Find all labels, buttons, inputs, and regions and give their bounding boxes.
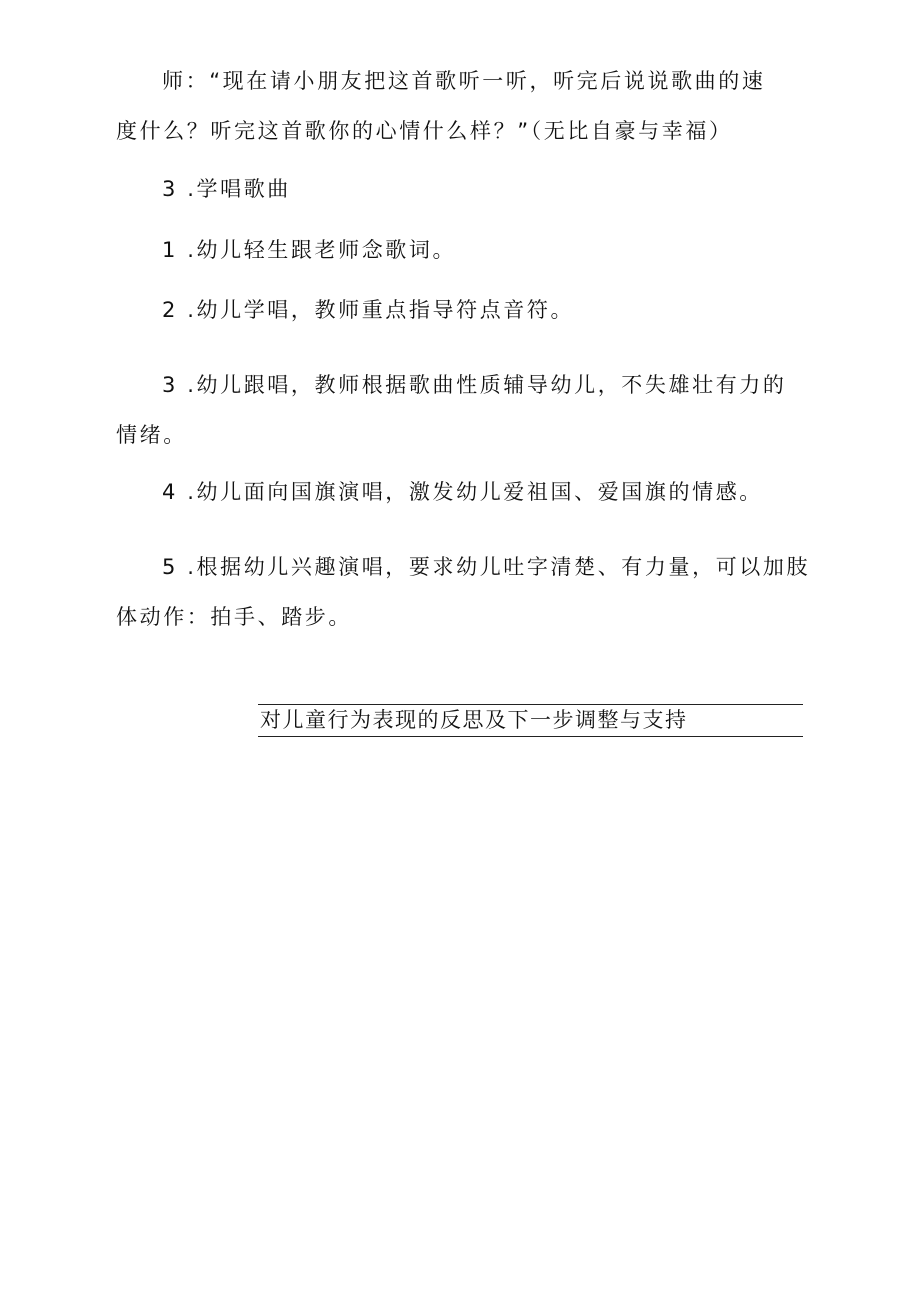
list-item-1: 1 .幼儿轻生跟老师念歌词。 <box>162 238 457 262</box>
list-item-4: 4 .幼儿面向国旗演唱，激发幼儿爱祖国、爱国旗的情感。 <box>162 480 763 504</box>
paragraph-teacher-question-line1: 师：“现在请小朋友把这首歌听一听，听完后说说歌曲的速 <box>162 69 766 93</box>
list-item-5-line1: 5 .根据幼儿兴趣演唱，要求幼儿吐字清楚、有力量，可以加肢 <box>162 555 811 579</box>
paragraph-teacher-question-line2: 度什么？听完这首歌你的心情什么样？”（无比自豪与幸福） <box>116 119 733 143</box>
reflection-table-header <box>258 704 803 737</box>
list-item-3-line1: 3 .幼儿跟唱，教师根据歌曲性质辅导幼儿，不失雄壮有力的 <box>162 373 787 397</box>
section-heading-learn-song: 3 .学唱歌曲 <box>162 177 291 201</box>
list-item-5-line2: 体动作：拍手、踏步。 <box>116 605 352 629</box>
reflection-title: 对儿童行为表现的反思及下一步调整与支持 <box>260 708 688 732</box>
list-item-3-line2: 情绪。 <box>116 423 187 447</box>
list-item-2: 2 .幼儿学唱，教师重点指导符点音符。 <box>162 298 575 322</box>
